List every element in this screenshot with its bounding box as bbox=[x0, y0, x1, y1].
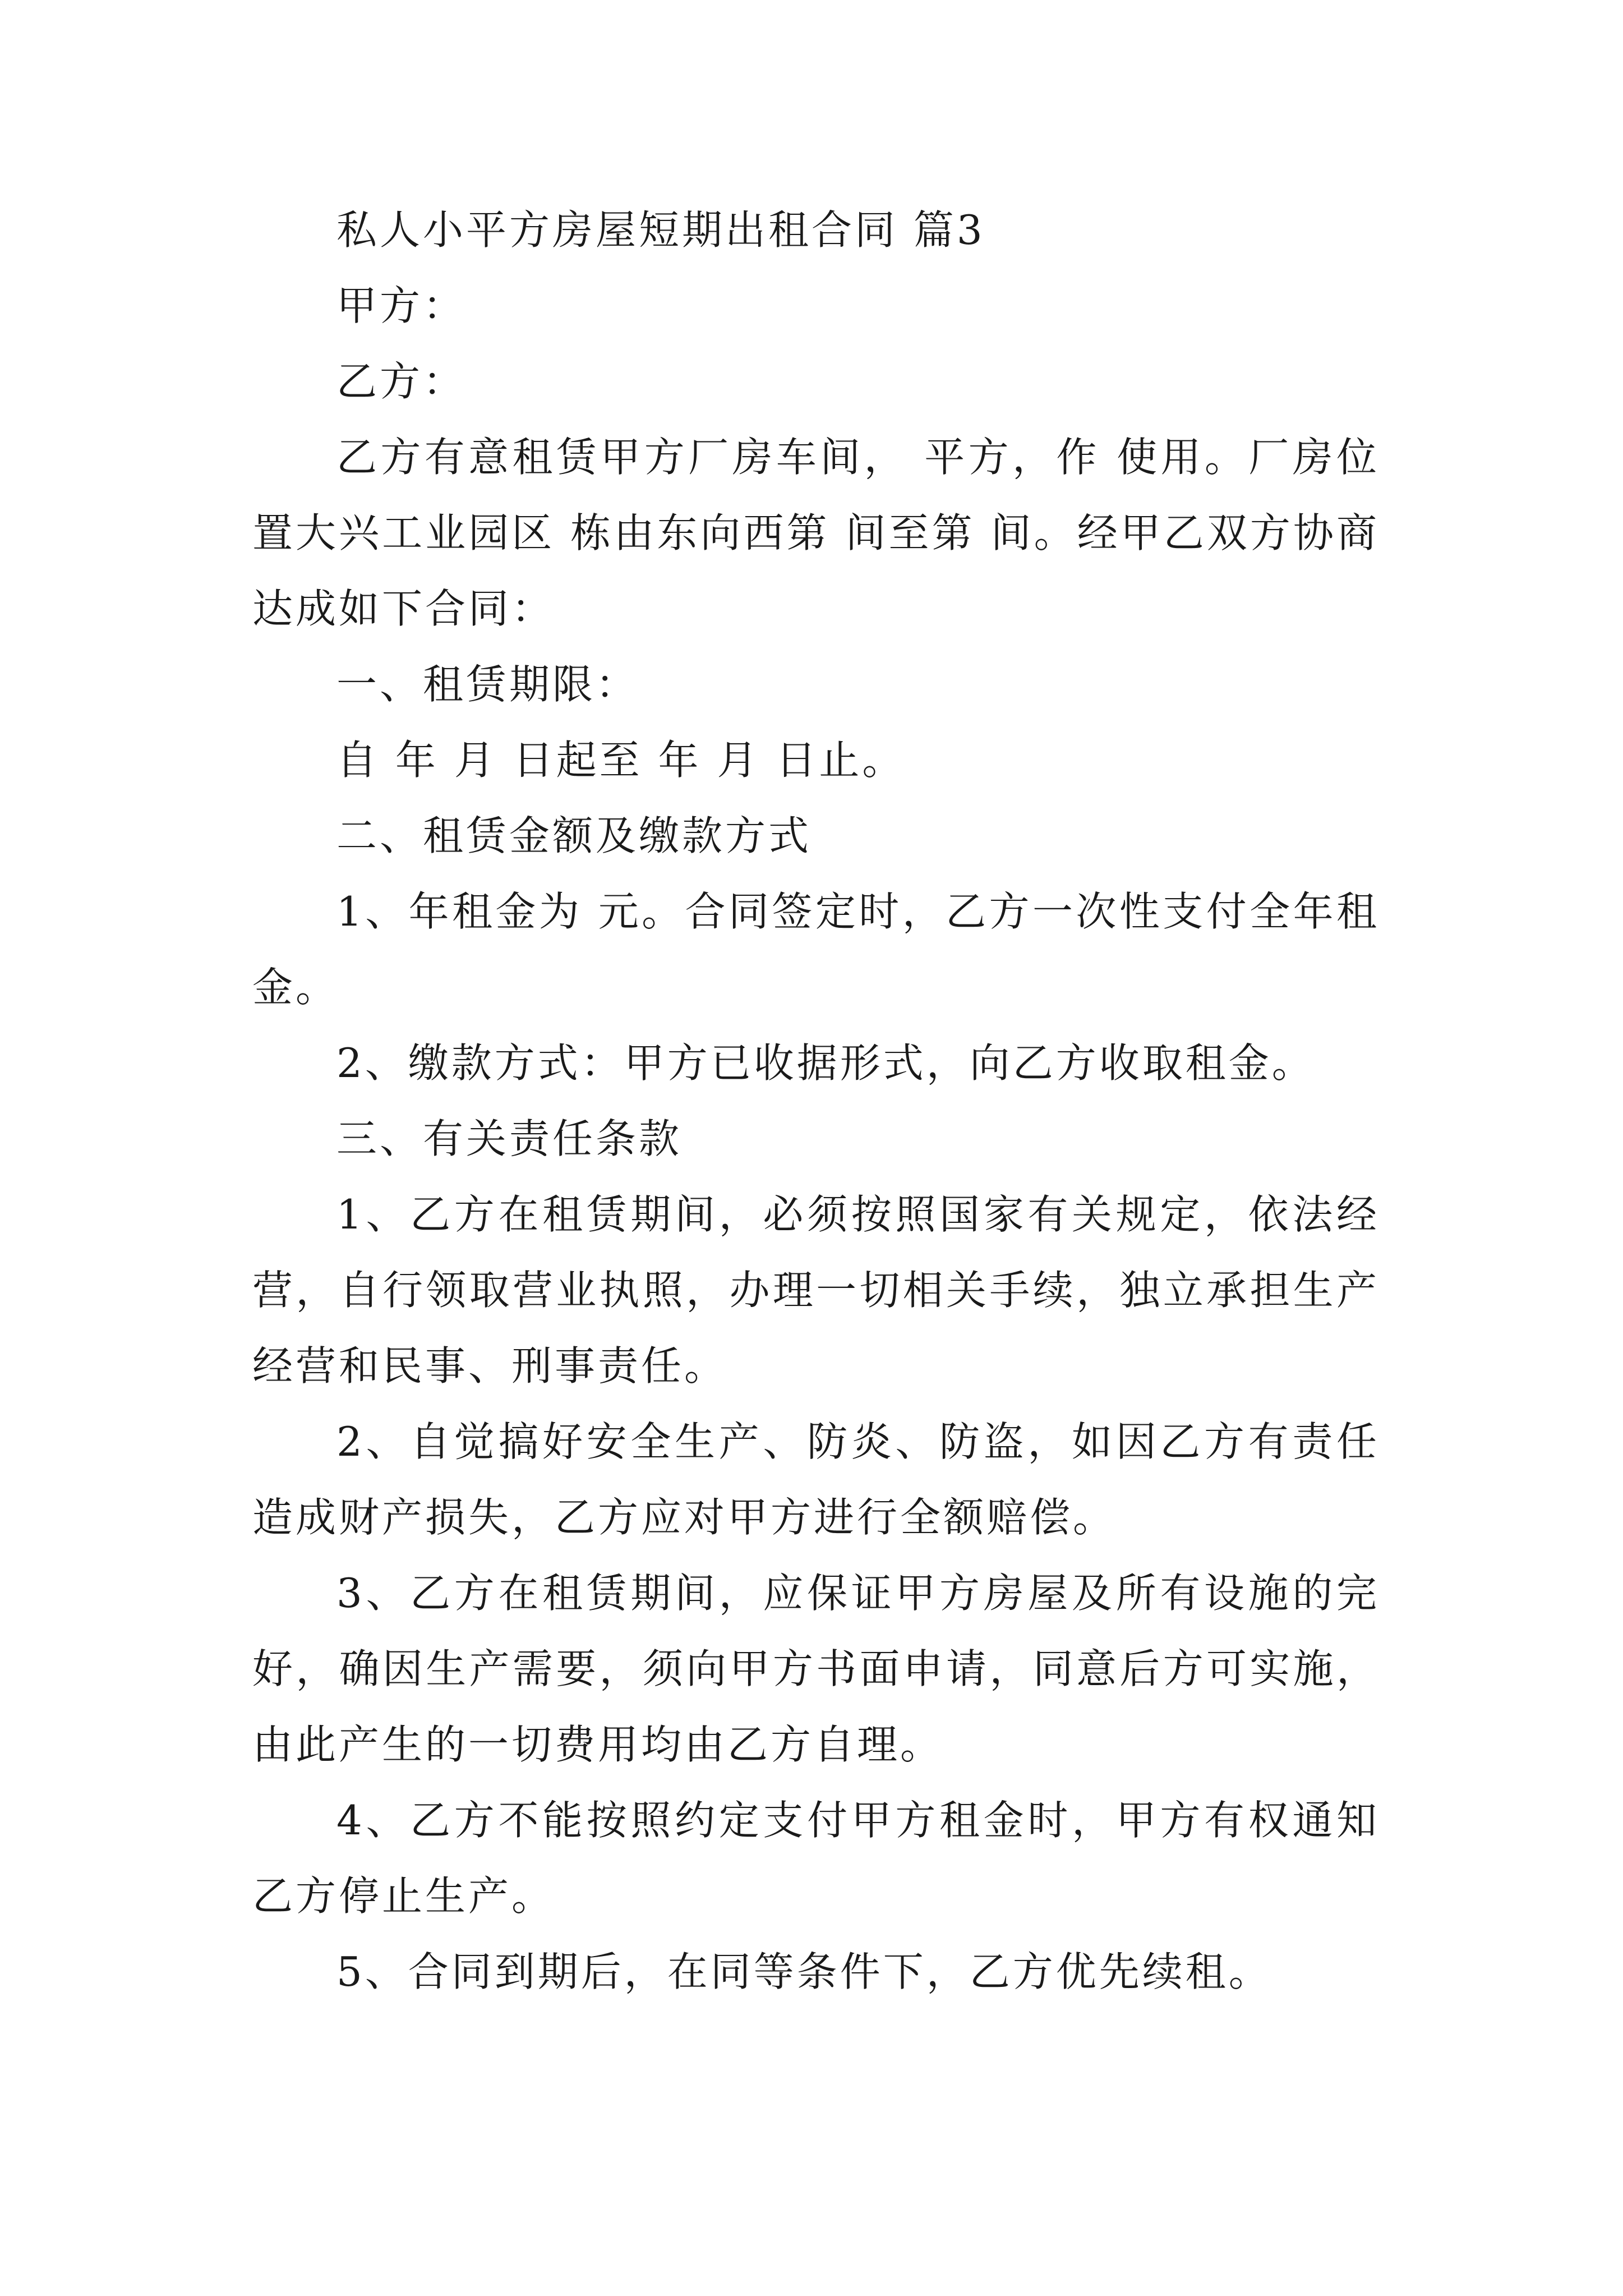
intro-paragraph: 乙方有意租赁甲方厂房车间， 平方，作 使用。厂房位置大兴工业园区 栋由东向西第 间至第 间。经甲乙双方协商达成如下合同： bbox=[252, 434, 1380, 632]
rent-clause-1: 1、年租金为 元。合同签定时，乙方一次性支付全年租金。 bbox=[252, 888, 1380, 1011]
section-heading-responsibility: 三、有关责任条款 bbox=[336, 1115, 683, 1162]
section-heading-lease-term: 一、租赁期限： bbox=[336, 661, 639, 708]
responsibility-clause-3: 3、乙方在租赁期间，应保证甲方房屋及所有设施的完好，确因生产需要，须向甲方书面申请，同意后方可实施，由此产生的一切费用均由乙方自理。 bbox=[252, 1570, 1380, 1768]
section-heading-rent: 二、租赁金额及缴款方式 bbox=[336, 812, 812, 859]
lease-term-text: 自 年 月 日起至 年 月 日止。 bbox=[336, 737, 906, 784]
responsibility-clause-1: 1、乙方在租赁期间，必须按照国家有关规定，依法经营，自行领取营业执照，办理一切相关手续，独立承担生产经营和民事、刑事责任。 bbox=[252, 1191, 1380, 1389]
responsibility-clause-4: 4、乙方不能按照约定支付甲方租金时，甲方有权通知乙方停止生产。 bbox=[252, 1797, 1380, 1920]
responsibility-clause-5: 5、合同到期后，在同等条件下，乙方优先续租。 bbox=[336, 1948, 1272, 1995]
responsibility-clause-2: 2、自觉搞好安全生产、防炎、防盗，如因乙方有责任造成财产损失，乙方应对甲方进行全额赔偿。 bbox=[252, 1418, 1380, 1541]
party-b-line: 乙方： bbox=[336, 358, 467, 405]
document-title: 私人小平方房屋短期出租合同 篇3 bbox=[336, 206, 985, 254]
party-a-line: 甲方： bbox=[336, 282, 467, 329]
document-body bbox=[252, 192, 1380, 2010]
rent-clause-2: 2、缴款方式：甲方已收据形式，向乙方收取租金。 bbox=[336, 1039, 1315, 1087]
